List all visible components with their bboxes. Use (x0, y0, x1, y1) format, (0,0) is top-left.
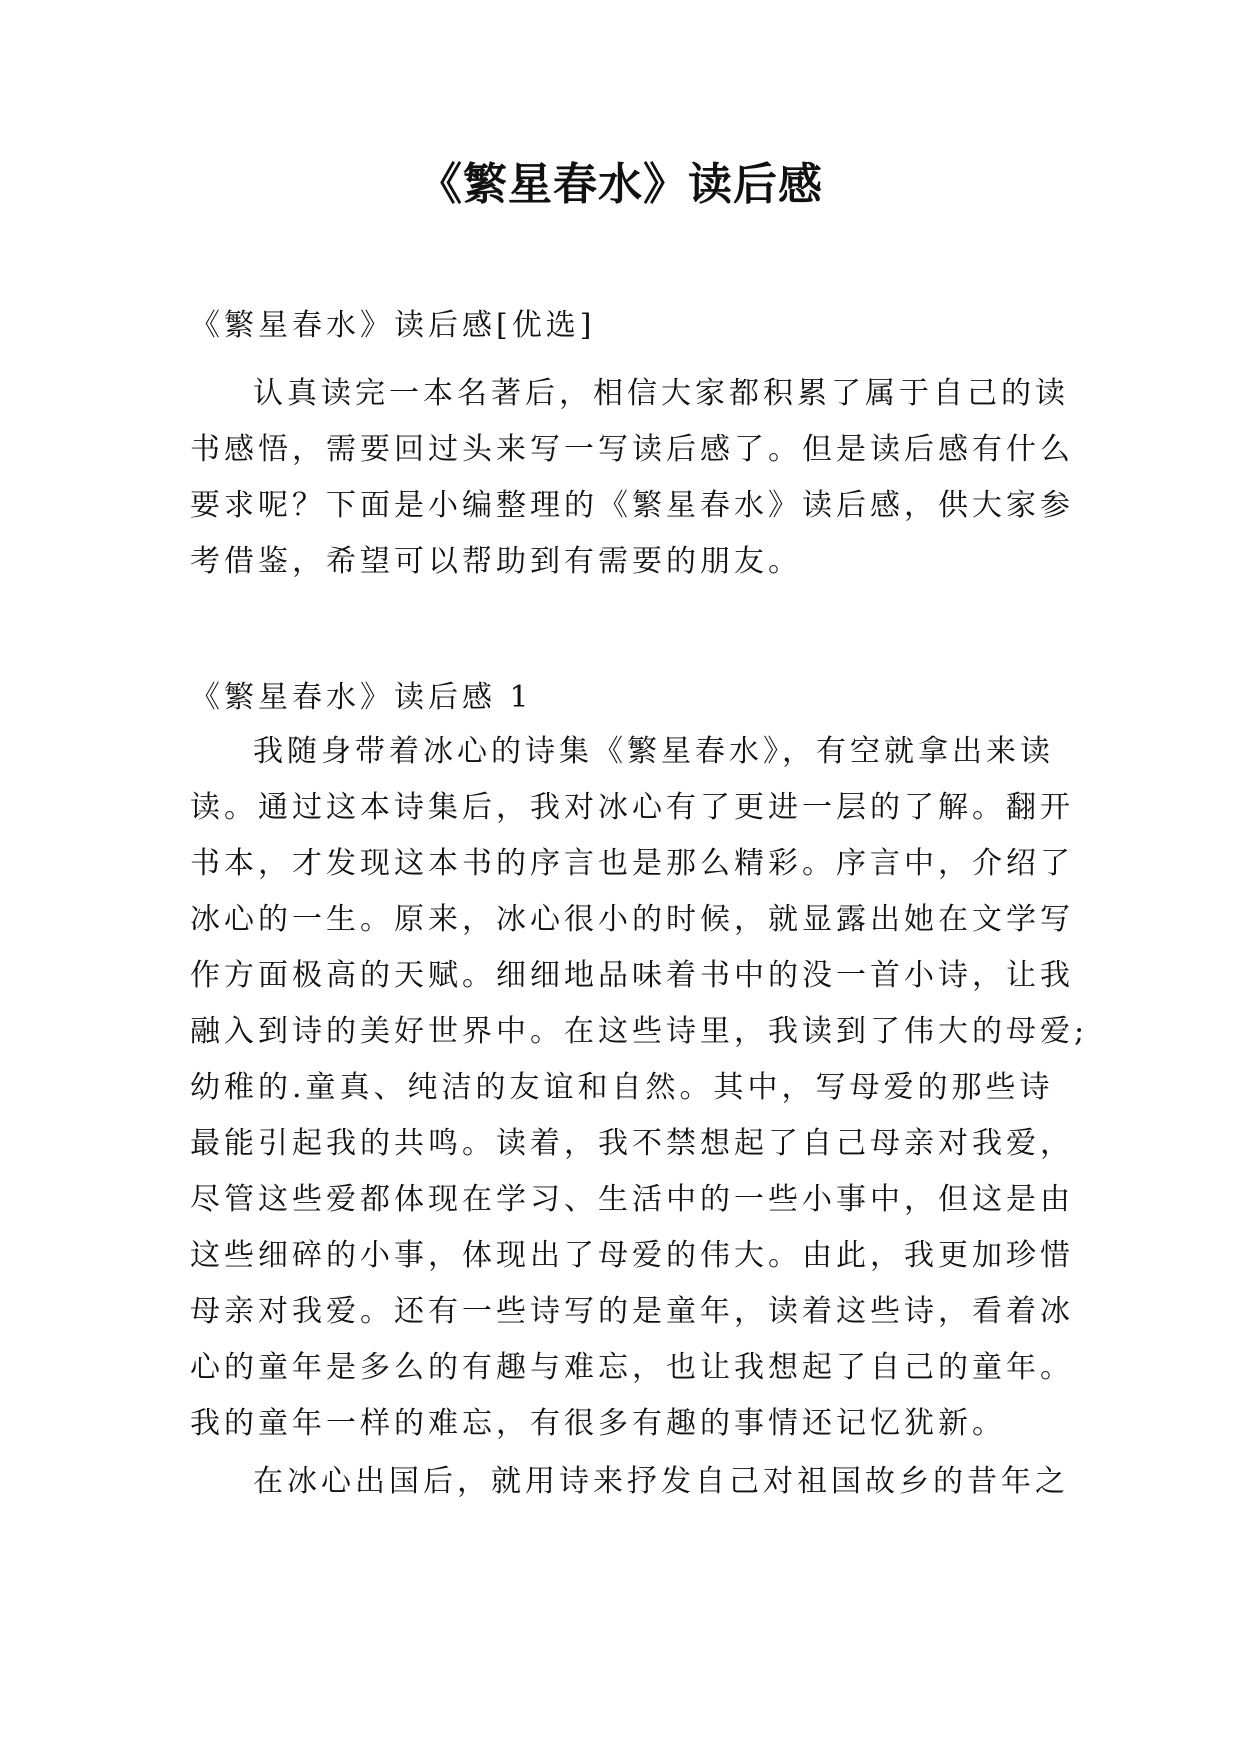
body-line: 我随身带着冰心的诗集《繁星春水》，有空就拿出来读 (253, 734, 1054, 769)
intro-line: 认真读完一本名著后，相信大家都积累了属于自己的读 (253, 376, 1069, 411)
intro-line: 书感悟，需要回过头来写一写读后感了。但是读后感有什么 (190, 432, 1074, 467)
body-line: 书本，才发现这本书的序言也是那么精彩。序言中，介绍了 (190, 846, 1074, 881)
document-title: 《繁星春水》读后感 (418, 159, 823, 210)
body-line: 作方面极高的天赋。细细地品味着书中的没一首小诗，让我 (190, 958, 1074, 993)
body-line: 读。通过这本诗集后，我对冰心有了更进一层的了解。翻开 (190, 790, 1074, 825)
intro-line: 要求呢？下面是小编整理的《繁星春水》读后感，供大家参 (190, 488, 1074, 523)
document-subtitle: 《繁星春水》读后感[优选] (190, 308, 596, 343)
body-line: 母亲对我爱。还有一些诗写的是童年，读着这些诗，看着冰 (190, 1294, 1074, 1329)
body-line: 冰心的一生。原来，冰心很小的时候，就显露出她在文学写 (190, 902, 1074, 937)
body-line: 这些细碎的小事，体现出了母爱的伟大。由此，我更加珍惜 (190, 1238, 1074, 1273)
body-line: 融入到诗的美好世界中。在这些诗里，我读到了伟大的母爱; (190, 1014, 1089, 1049)
body-line: 最能引起我的共鸣。读着，我不禁想起了自己母亲对我爱， (190, 1126, 1074, 1161)
body-line: 幼稚的.童真、纯洁的友谊和自然。其中，写母爱的那些诗 (190, 1070, 1054, 1105)
body-line: 心的童年是多么的有趣与难忘，也让我想起了自己的童年。 (190, 1350, 1074, 1385)
intro-line: 考借鉴，希望可以帮助到有需要的朋友。 (190, 544, 802, 579)
section-heading: 《繁星春水》读后感 1 (190, 680, 533, 715)
body-line: 尽管这些爱都体现在学习、生活中的一些小事中，但这是由 (190, 1182, 1074, 1217)
body-line: 在冰心出国后，就用诗来抒发自己对祖国故乡的昔年之 (253, 1464, 1069, 1499)
body-line: 我的童年一样的难忘，有很多有趣的事情还记忆犹新。 (190, 1406, 1006, 1441)
